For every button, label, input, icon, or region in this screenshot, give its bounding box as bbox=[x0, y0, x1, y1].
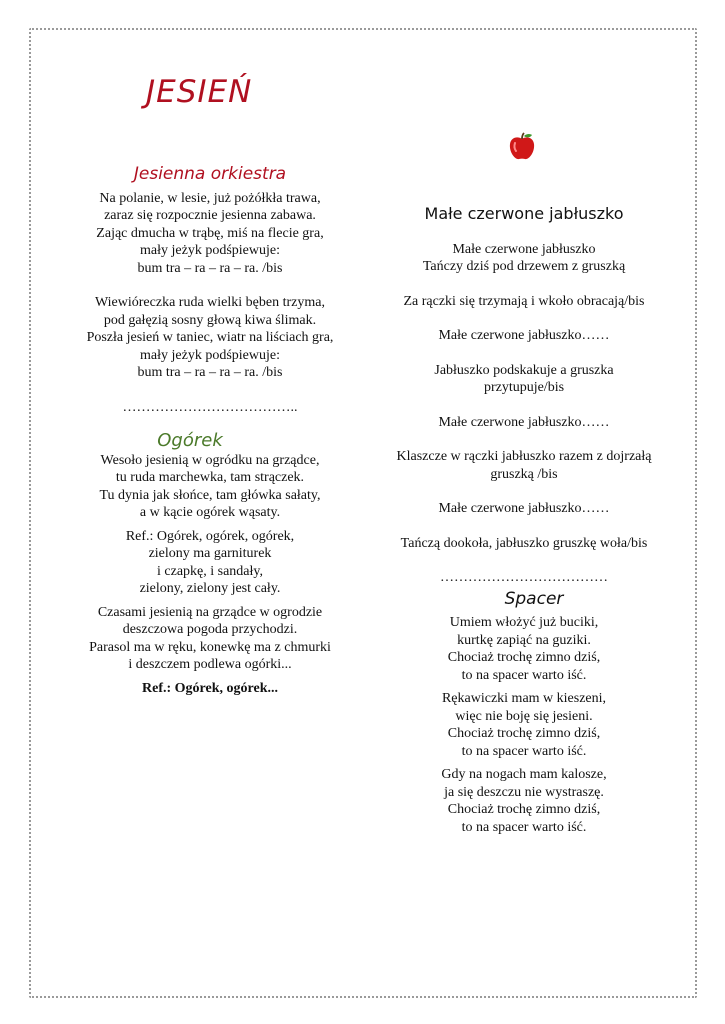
verse-line: mały jeżyk podśpiewuje: bbox=[140, 243, 280, 258]
refrain bbox=[60, 528, 360, 598]
verse bbox=[374, 614, 674, 684]
verse-line: kurtkę zapiąć na guziki. bbox=[457, 632, 591, 648]
song-title-male-czerwone-jabluszko: Małe czerwone jabłuszko bbox=[424, 204, 624, 223]
verse-line: Chociaż trochę zimno dziś, bbox=[447, 650, 601, 665]
verse-line: Klaszcze w rączki jabłuszko razem z dojrzałą bbox=[396, 449, 652, 464]
stanza bbox=[374, 448, 674, 483]
verse-line: Wiewióreczka ruda wielki bęben trzyma, bbox=[95, 295, 325, 310]
verse-line: deszczowa pogoda przychodzi. bbox=[122, 622, 298, 637]
verse-line: Na polanie, w lesie, już pożółkła trawa, bbox=[99, 190, 321, 206]
verse-line: tu ruda marchewka, tam strączek. bbox=[115, 470, 305, 485]
verse-line: Gdy na nogach mam kalosze, bbox=[441, 767, 607, 782]
verse-line: to na spacer warto iść. bbox=[461, 819, 587, 835]
verse bbox=[60, 604, 360, 674]
verse-line: Zając dmucha w trąbę, miś na flecie gra, bbox=[96, 225, 324, 241]
verse-line: Wesoło jesienią w ogródku na grządce, bbox=[100, 452, 320, 468]
refrain-short: Ref.: Ogórek, ogórek... bbox=[142, 680, 278, 696]
verse-line: Tu dynia jak słońce, tam główka sałaty, bbox=[99, 487, 321, 503]
verse-line: Czasami jesienią na grządce w ogrodzie bbox=[97, 604, 323, 620]
verse-line: zielony, zielony jest cały. bbox=[139, 581, 281, 596]
verse-line: i czapkę, i sandały, bbox=[157, 563, 263, 579]
verse-line: Tańczą dookoła, jabłuszko gruszkę woła/bis bbox=[400, 535, 648, 551]
verse-line: Małe czerwone jabłuszko bbox=[452, 241, 596, 257]
stanza bbox=[374, 500, 674, 518]
verse-line: bum tra – ra – ra – ra. /bis bbox=[137, 365, 283, 380]
verse-line: Poszła jesień w taniec, wiatr na liściach gra, bbox=[86, 330, 334, 345]
verse-line: Za rączki się trzymają i wkoło obracają/bis bbox=[403, 293, 645, 309]
verse-line: Chociaż trochę zimno dziś, bbox=[447, 802, 601, 817]
song-title-spacer: Spacer bbox=[504, 588, 564, 609]
verse-line: to na spacer warto iść. bbox=[461, 743, 587, 759]
stanza bbox=[374, 327, 674, 345]
verse-line: Małe czerwone jabłuszko…… bbox=[438, 414, 610, 430]
stanza bbox=[374, 414, 674, 432]
stanza bbox=[374, 362, 674, 397]
song-title-jesienna-orkiestra: Jesienna orkiestra bbox=[133, 164, 287, 184]
verse-line: Jabłuszko podskakuje a gruszka bbox=[434, 362, 614, 378]
verse-line: Umiem włożyć już buciki, bbox=[449, 615, 599, 630]
verse-line: ja się deszczu nie wystraszę. bbox=[444, 784, 604, 800]
verse-line: to na spacer warto iść. bbox=[461, 667, 587, 683]
verse-line: Małe czerwone jabłuszko…… bbox=[438, 501, 610, 516]
stanza bbox=[374, 293, 674, 311]
verse-line: Małe czerwone jabłuszko…… bbox=[438, 328, 610, 343]
verse-line: zaraz się rozpocznie jesienna zabawa. bbox=[104, 208, 316, 223]
verse-line: Parasol ma w ręku, konewkę ma z chmurki bbox=[89, 639, 331, 655]
red-apple-icon bbox=[506, 130, 538, 162]
verse bbox=[60, 452, 360, 522]
verse bbox=[374, 766, 674, 836]
verse-line: Tańczy dziś pod drzewem z gruszką bbox=[422, 259, 626, 274]
right-column bbox=[374, 205, 674, 836]
verse bbox=[60, 294, 360, 382]
verse-line: bum tra – ra – ra – ra. /bis bbox=[137, 260, 283, 276]
verse-line: Ref.: Ogórek, ogórek, ogórek, bbox=[125, 528, 295, 544]
verse bbox=[60, 190, 360, 278]
verse-line: a w kącie ogórek wąsaty. bbox=[139, 505, 281, 520]
verse-line: mały jeżyk podśpiewuje: bbox=[140, 347, 280, 363]
stanza bbox=[374, 535, 674, 553]
verse bbox=[374, 690, 674, 760]
page-title: JESIEŃ bbox=[146, 74, 253, 110]
verse-line: gruszką /bis bbox=[490, 466, 558, 482]
left-column bbox=[60, 166, 360, 697]
verse-line: Chociaż trochę zimno dziś, bbox=[447, 726, 601, 741]
verse-line: Rękawiczki mam w kieszeni, bbox=[441, 691, 607, 706]
stanza bbox=[374, 241, 674, 276]
verse-line: pod gałęzią sosny głową kiwa ślimak. bbox=[103, 312, 317, 328]
verse-line: przytupuje/bis bbox=[483, 380, 565, 395]
verse-line: zielony ma garniturek bbox=[148, 546, 272, 561]
verse-line: i deszczem podlewa ogórki... bbox=[128, 657, 292, 672]
song-title-ogorek: Ogórek bbox=[157, 430, 223, 451]
separator: ……………………………….. bbox=[122, 399, 298, 415]
separator: ……………………………… bbox=[440, 570, 608, 585]
verse-line: więc nie boję się jesieni. bbox=[455, 708, 593, 724]
